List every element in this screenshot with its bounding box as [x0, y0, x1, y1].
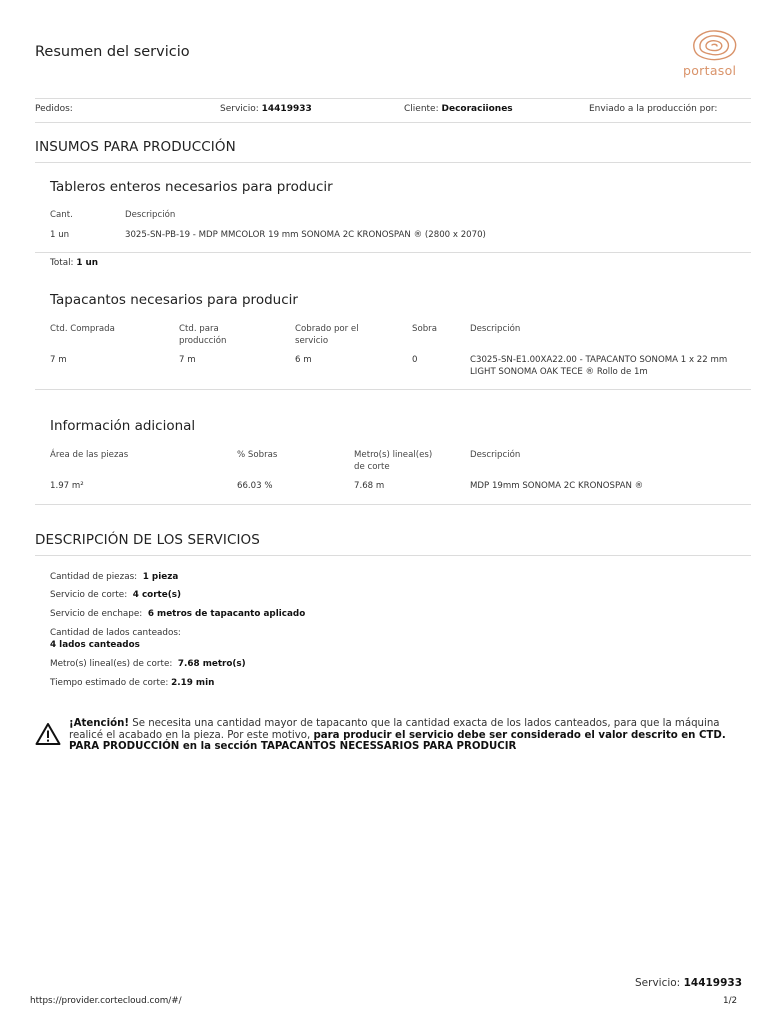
servicio-item-value: 4 corte(s) — [132, 590, 182, 600]
footer-servicio-value: 14419933 — [683, 977, 743, 989]
servicio-item-label: Cantidad de piezas: — [50, 572, 138, 582]
tapacantos-cell-cobrado: 6 m — [295, 355, 312, 365]
table-header-sobras: % Sobras — [237, 450, 278, 460]
tapacantos-cell-produccion: 7 m — [179, 355, 196, 365]
table-header-descripcion: Descripción — [125, 210, 176, 220]
table-header-cobrado: Cobrado por el servicio — [295, 324, 359, 346]
warning-body: Se necesita una cantidad mayor de tapacanto que la cantidad exacta de los lados canteados, para que la máquina realicé el acabado en la pieza. Por este motivo, — [69, 718, 720, 741]
warning-triangle-icon — [35, 722, 61, 750]
servicio-item-label: Cantidad de lados canteados: — [50, 628, 181, 638]
table-header-ctd-produccion: Ctd. para producción — [179, 324, 227, 346]
enviado-field — [589, 104, 717, 114]
servicio-item-value: 6 metros de tapacanto aplicado — [147, 609, 306, 619]
servicio-item-lados — [50, 627, 181, 651]
total-value: 1 un — [76, 258, 99, 268]
section-heading-servicios: DESCRIPCIÓN DE LOS SERVICIOS — [35, 532, 260, 548]
page-number: 1/2 — [723, 996, 738, 1006]
tableros-heading: Tableros enteros necesarios para producir — [50, 179, 333, 195]
tapacantos-cell-comprada: 7 m — [50, 355, 67, 365]
cliente-label: Cliente: — [404, 104, 439, 114]
table-header-ctd-comprada: Ctd. Comprada — [50, 324, 115, 334]
servicio-item-tiempo — [50, 677, 214, 689]
page-title: Resumen del servicio — [35, 44, 190, 60]
pedidos-label: Pedidos: — [35, 104, 73, 114]
table-header-sobra: Sobra — [412, 324, 437, 334]
servicio-item-piezas — [50, 571, 178, 583]
tableros-cell-cant: 1 un — [50, 230, 70, 240]
logo-rings-icon — [688, 28, 740, 62]
enviado-label: Enviado a la producción por: — [589, 104, 718, 114]
divider — [35, 162, 751, 163]
table-header-descripcion: Descripción — [470, 324, 521, 334]
servicio-item-metros — [50, 658, 246, 670]
pedidos-field — [35, 104, 73, 114]
footer-url: https://provider.cortecloud.com/#/ — [30, 996, 182, 1006]
divider — [35, 389, 751, 390]
servicio-item-value: 7.68 metro(s) — [177, 659, 246, 669]
divider — [35, 504, 751, 505]
cliente-value: Decoraciiones — [441, 104, 513, 114]
adicional-heading: Información adicional — [50, 418, 196, 434]
section-heading-insumos: INSUMOS PARA PRODUCCIÓN — [35, 139, 236, 155]
total-label: Total: — [50, 258, 74, 268]
divider — [35, 122, 751, 123]
table-header-descripcion: Descripción — [470, 450, 521, 460]
warning-title: ¡Atención! — [69, 718, 129, 729]
divider — [35, 555, 751, 556]
table-header-area: Área de las piezas — [50, 450, 129, 460]
tableros-cell-descripcion: 3025-SN-PB-19 - MDP MMCOLOR 19 mm SONOMA 2C KRONOSPAN ® (2800 x 2070) — [125, 230, 486, 240]
adicional-cell-metros: 7.68 m — [354, 481, 385, 491]
cliente-field — [404, 104, 513, 114]
warning-text — [69, 718, 751, 753]
servicio-item-label: Servicio de corte: — [50, 590, 128, 600]
servicio-value: 14419933 — [261, 104, 312, 114]
logo-text: portasol — [683, 63, 737, 78]
table-header-metros: Metro(s) lineal(es) de corte — [354, 450, 433, 472]
tableros-total — [50, 258, 98, 268]
table-header-cant: Cant. — [50, 210, 73, 220]
adicional-cell-area: 1.97 m² — [50, 481, 84, 491]
servicio-field — [220, 104, 312, 114]
tapacantos-cell-descripcion: C3025-SN-E1.00XA22.00 - TAPACANTO SONOMA 1 x 22 mm LIGHT SONOMA OAK TECE ® Rollo de 1m — [470, 355, 728, 377]
warning-bold: para producir el servicio debe ser considerado el valor descrito en CTD. PARA PRODUCCIÓN en la sección TAPACANTOS NECESSARIOS PARA PRODUCIR — [69, 729, 726, 753]
servicio-label: Servicio: — [220, 104, 259, 114]
servicio-item-value: 4 lados canteados — [50, 640, 140, 650]
servicio-item-enchape — [50, 608, 305, 620]
portasol-logo — [678, 28, 748, 80]
servicio-item-label: Servicio de enchape: — [50, 609, 143, 619]
tapacantos-heading: Tapacantos necesarios para producir — [50, 292, 298, 308]
servicio-item-value: 1 pieza — [142, 572, 179, 582]
tapacantos-cell-sobra: 0 — [412, 355, 418, 365]
servicio-item-corte — [50, 589, 181, 601]
servicio-item-label: Metro(s) lineal(es) de corte: — [50, 659, 173, 669]
servicio-item-value: 2.19 min — [171, 678, 215, 688]
footer-servicio — [635, 977, 742, 989]
adicional-cell-sobras: 66.03 % — [237, 481, 273, 491]
adicional-cell-descripcion: MDP 19mm SONOMA 2C KRONOSPAN ® — [470, 481, 644, 491]
divider — [35, 252, 751, 253]
footer-servicio-label: Servicio: — [635, 977, 681, 989]
servicio-item-label: Tiempo estimado de corte: — [50, 678, 169, 688]
divider — [35, 98, 751, 99]
